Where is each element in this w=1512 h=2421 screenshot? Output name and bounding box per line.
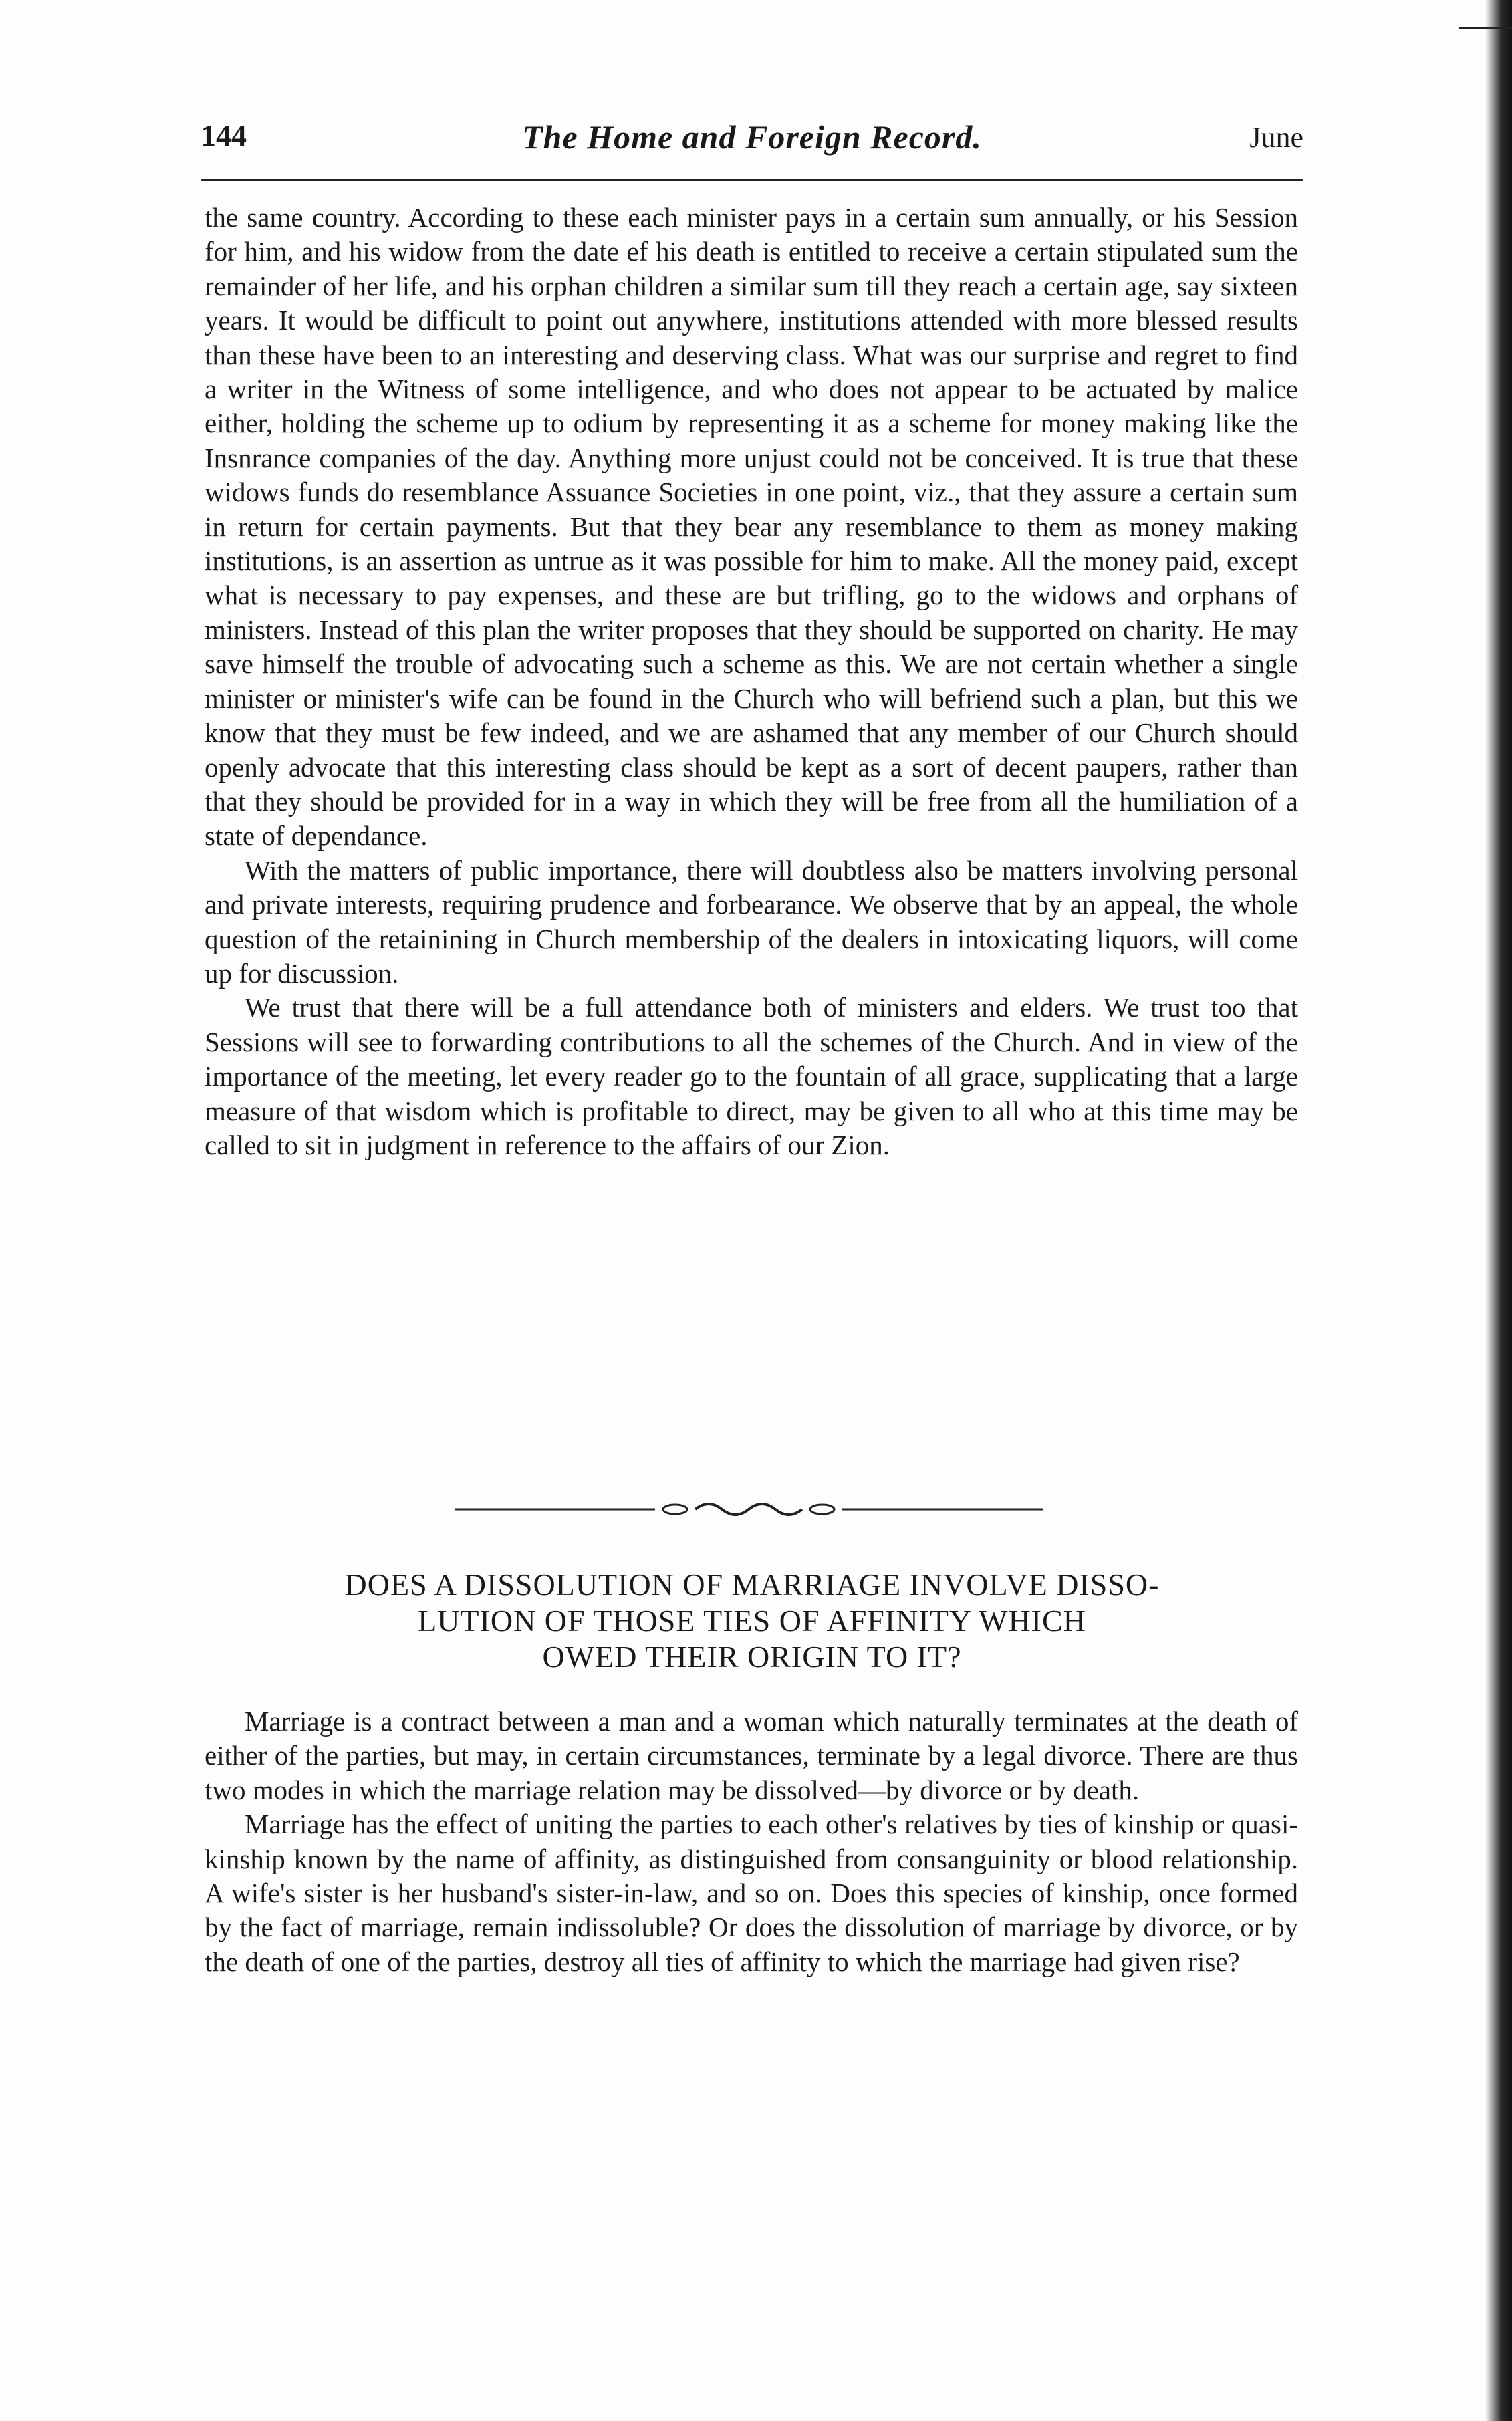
paragraph: With the matters of public importance, there will doubtless also be matters involving personal and private interests, requiring prudence and forbearance. We observe that by an appeal, the whole question of the retainining in Church membership of the dealers in intoxicating liquors, will come up for discussion.	[205, 854, 1298, 989]
header-month: June	[1249, 121, 1303, 154]
title-line: DOES A DISSOLUTION OF MARRIAGE INVOLVE DISSO-	[344, 1567, 1160, 1602]
section-continuation	[205, 201, 1298, 1162]
paragraph: We trust that there will be a full attendance both of ministers and elders. We trust too that Sessions will see to forwarding contributions to all the schemes of the Church. And in view of the importance of the meeting, let every reader go to the fountain of all grace, supplicating that a large measure of that wisdom which is profitable to direct, may be given to all who at this time may be called to sit in judgment in reference to the affairs of our Zion.	[205, 992, 1298, 1160]
paragraph: Marriage has the effect of uniting the parties to each other's relatives by ties of kinship or quasi-kinship known by the name of affinity, as distinguished from consanguinity or blood relationship. A wife's sister is her husband's sister-in-law, and so on. Does this species of kinship, once formed by the fact of marriage, remain indissoluble? Or does the dissolution of marriage by divorce, or by the death of one of the parties, destroy all ties of affinity to which the marriage had given rise?	[205, 1809, 1298, 1977]
page-number: 144	[201, 118, 247, 152]
article-body	[205, 1704, 1298, 1979]
paragraph: Marriage is a contract between a man and a woman which naturally terminates at the death of either of the parties, but may, in certain circumstances, terminate by a legal divorce. There are thus two modes in which the marriage relation may be dissolved—by divorce or by death.	[205, 1706, 1298, 1805]
header-rule	[201, 179, 1303, 181]
page-header	[201, 118, 1303, 171]
paragraph: the same country. According to these each minister pays in a certain sum annually, or his Session for him, and his widow from the date ef his death is entitled to receive a certain stipulated sum the remainder of her life, and his orphan children a similar sum till they reach a certain age, say sixteen years. It would be difficult to point out anywhere, institutions attended with more blessed results than these have been to an interesting and deserving class. What was our surprise and regret to find a writer in the Witness of some intelligence, and who does not appear to be actuated by malice either, holding the scheme up to odium by representing it as a scheme for money making like the Insnrance companies of the day. Anything more unjust could not be conceived. It is true that these widows funds do resemblance Assuance Societies in one point, viz., that they assure a certain sum in return for certain payments. But that they bear any resemblance to them as money making institutions, is an assertion as untrue as it was possible for him to make. All the money paid, except what is necessary to pay expenses, and these are but trifling, go to the widows and orphans of ministers. Instead of this plan the writer proposes that they should be supported on charity. He may save himself the trouble of advocating such a scheme as this. We are not certain whether a single minister or minister's wife can be found in the Church who will befriend such a plan, but this we know that they must be few indeed, and we are ashamed that any member of our Church should openly advocate that this interesting class should be kept as a sort of decent paupers, rather than that they should be provided for in a way in which they will be free from all the humiliation of a state of dependance.	[205, 202, 1298, 852]
section-divider-ornament	[455, 1496, 1043, 1523]
page-edge-shadow	[1485, 0, 1512, 2421]
article-title	[201, 1567, 1303, 1675]
title-line: LUTION OF THOSE TIES OF AFFINITY WHICH	[418, 1604, 1086, 1638]
title-line: OWED THEIR ORIGIN TO IT?	[542, 1640, 962, 1674]
running-head: The Home and Foreign Record.	[522, 118, 982, 156]
page-edge-mark	[1459, 27, 1512, 29]
